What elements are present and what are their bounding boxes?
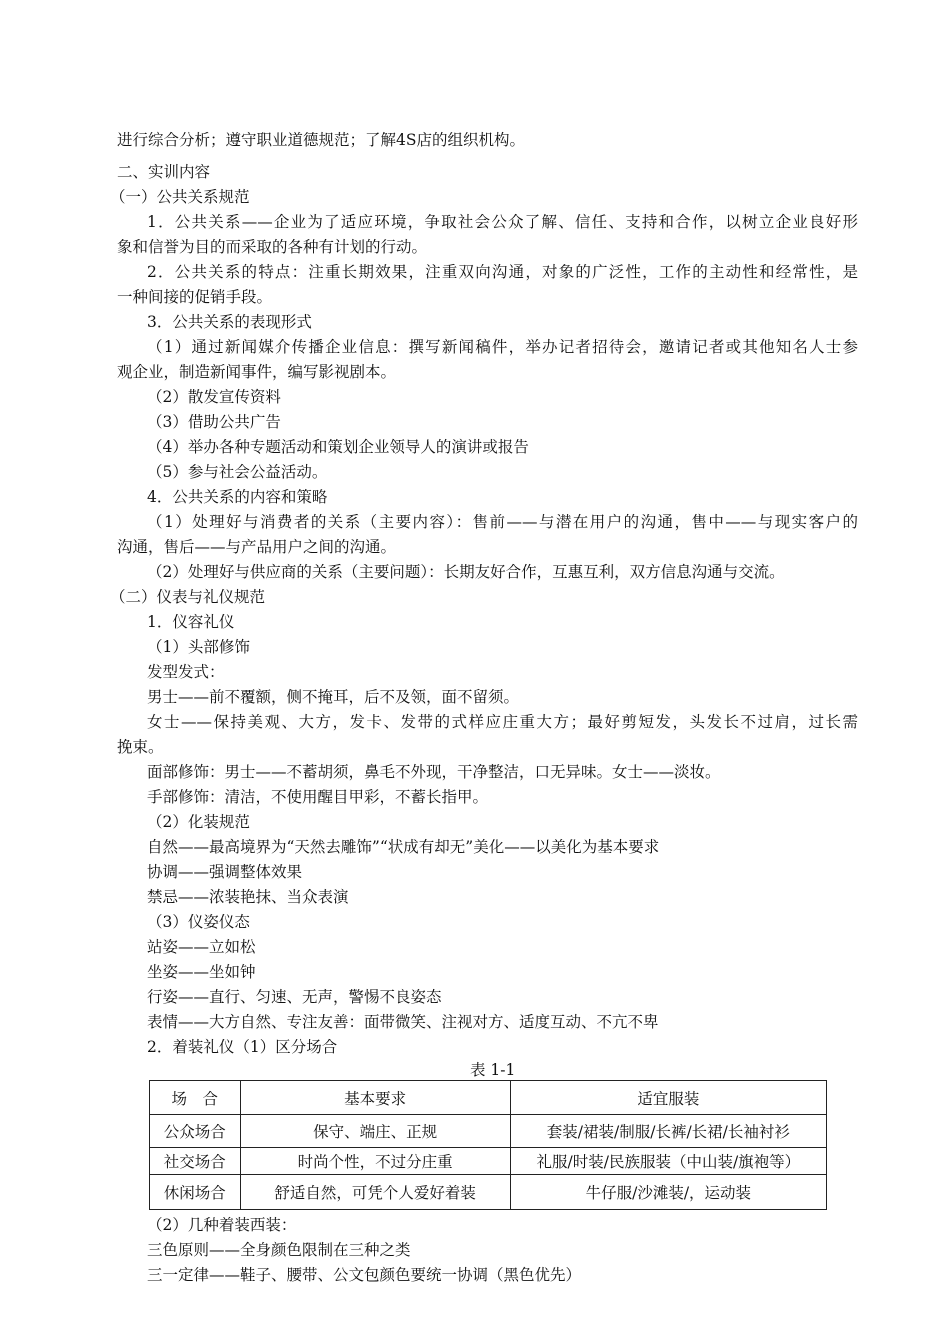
table-row [150,1115,827,1148]
text-line: 进行综合分析；遵守职业道德规范；了解4S店的组织机构。 [117,131,525,149]
table-cell: 礼服/时装/民族服装（中山装/旗袍等） [510,1148,826,1175]
text-line: 三一定律——鞋子、腰带、公文包颜色要统一协调（黑色优先） [147,1266,582,1284]
table-cell: 套装/裙装/制服/长裤/长裙/长袖衬衫 [510,1115,826,1148]
text-line: 行姿——直行、匀速、无声，警惕不良姿态 [147,988,442,1006]
text-line: 三色原则——全身颜色限制在三种之类 [147,1241,411,1259]
table-cell: 时尚个性，不过分庄重 [240,1148,510,1175]
text-line: 坐姿——坐如钟 [147,963,256,981]
section-heading: 二、实训内容 [117,163,211,181]
text-line: （2）化装规范 [147,813,250,831]
table-row [150,1175,827,1210]
text-line: 自然——最高境界为“天然去雕饰”“状成有却无”美化——以美化为基本要求 [147,838,660,856]
text-line: 1．公共关系——企业为了适应环境，争取社会公众了解、信任、支持和合作，以树立企业良好形 [147,213,858,231]
dress-code-table [149,1080,827,1210]
text-line: 4．公共关系的内容和策略 [147,488,328,506]
text-line: （1）通过新闻媒介传播企业信息：撰写新闻稿件，举办记者招待会，邀请记者或其他知名人士参 [147,338,858,356]
text-line: 2．公共关系的特点：注重长期效果，注重双向沟通，对象的广泛性，工作的主动性和经常性，是 [147,263,858,281]
text-line: 一种间接的促销手段。 [117,288,273,306]
table-header-cell: 基本要求 [240,1081,510,1115]
table-header-cell: 适宜服装 [510,1081,826,1115]
text-line: 禁忌——浓装艳抹、当众表演 [147,888,349,906]
table-cell: 社交场合 [150,1148,241,1175]
text-line: 挽束。 [117,738,164,756]
text-line: 男士——前不覆额，侧不掩耳，后不及领，面不留须。 [147,688,520,706]
table-cell: 休闲场合 [150,1175,241,1210]
text-line: 沟通，售后——与产品用户之间的沟通。 [117,538,397,556]
text-line: 手部修饰：清洁，不使用醒目甲彩，不蓄长指甲。 [147,788,489,806]
table-cell: 保守、端庄、正规 [240,1115,510,1148]
text-line: 象和信誉为目的而采取的各种有计划的行动。 [117,238,428,256]
text-line: （3）仪姿仪态 [147,913,250,931]
table-cell: 牛仔服/沙滩装/，运动装 [510,1175,826,1210]
text-line: （2）散发宣传资料 [147,388,281,406]
text-line: 面部修饰：男士——不蓄胡须，鼻毛不外现，干净整洁，口无异味。女士——淡妆。 [147,763,721,781]
text-line: 站姿——立如松 [147,938,256,956]
table-cell: 公众场合 [150,1115,241,1148]
text-line: （2）几种着装西装： [147,1216,297,1234]
table-header-row [150,1081,827,1115]
text-line: 1．仪容礼仪 [147,613,235,631]
text-line: 发型发式： [147,663,225,681]
text-line: 观企业，制造新闻事件，编写影视剧本。 [117,363,397,381]
text-line: （2）处理好与供应商的关系（主要问题）：长期友好合作，互惠互利，双方信息沟通与交流。 [147,563,785,581]
text-line: （1）处理好与消费者的关系（主要内容）：售前——与潜在用户的沟通，售中——与现实客户的 [147,513,858,531]
table-row [150,1148,827,1175]
text-line: （1）头部修饰 [147,638,250,656]
subsection-heading: （一）公共关系规范 [110,188,250,206]
text-line: 女士——保持美观、大方，发卡、发带的式样应庄重大方；最好剪短发，头发长不过肩，过长需 [147,713,858,731]
text-line: 2．着装礼仪（1）区分场合 [147,1038,338,1056]
text-line: （4）举办各种专题活动和策划企业领导人的演讲或报告 [147,438,529,456]
subsection-heading: （二）仪表与礼仪规范 [110,588,266,606]
table-caption: 表 1-1 [470,1061,516,1079]
text-line: 协调——强调整体效果 [147,863,303,881]
text-line: 3．公共关系的表现形式 [147,313,312,331]
text-line: （5）参与社会公益活动。 [147,463,328,481]
table-cell: 舒适自然，可凭个人爱好着装 [240,1175,510,1210]
text-line: 表情——大方自然、专注友善：面带微笑、注视对方、适度互动、不亢不卑 [147,1013,659,1031]
table-header-cell: 场 合 [150,1081,241,1115]
text-line: （3）借助公共广告 [147,413,281,431]
